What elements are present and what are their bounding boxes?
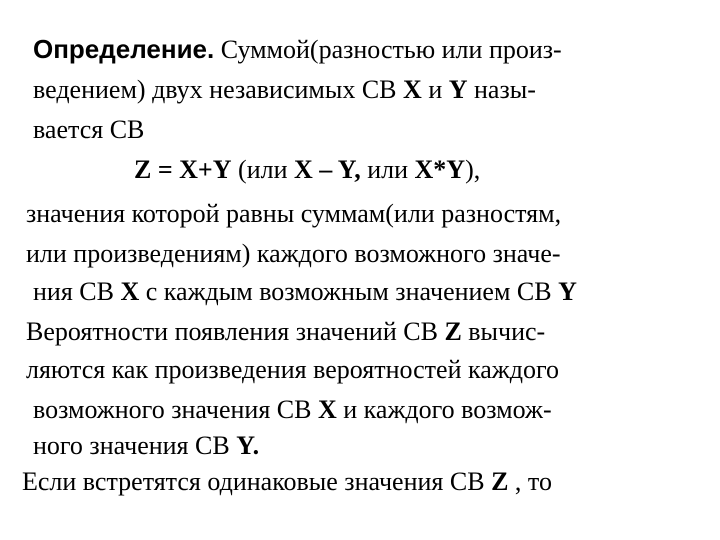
variable-y: Y xyxy=(448,75,468,104)
formula-difference: X – Y, xyxy=(294,155,361,184)
body-text: Вероятности появления значений СВ xyxy=(26,317,445,346)
definition-line-2 xyxy=(33,74,536,106)
body-text: вычис- xyxy=(461,317,546,346)
body-text: с каждым возможным значением СВ xyxy=(139,277,559,306)
variable-y: Y. xyxy=(236,431,260,460)
formula-product: X*Y xyxy=(414,155,466,184)
body-text: значения которой равны суммам(или разностям, xyxy=(26,199,562,228)
body-line-11 xyxy=(33,430,259,462)
formula-text: (или xyxy=(231,155,294,184)
definition-text: Суммой(разностью или произ- xyxy=(214,35,562,64)
body-line-9 xyxy=(26,354,559,386)
variable-y: Y xyxy=(558,277,577,306)
variable-x: X xyxy=(317,395,337,424)
definition-text: назы- xyxy=(467,75,536,104)
definition-text: ведением) двух независимых СВ xyxy=(33,75,404,104)
body-text: , то xyxy=(508,467,552,496)
body-line-12 xyxy=(22,466,552,498)
variable-z: Z xyxy=(491,467,509,496)
formula-text: или xyxy=(360,155,415,184)
body-line-8 xyxy=(26,316,545,348)
variable-x: X xyxy=(120,277,140,306)
body-text: возможного значения СВ xyxy=(33,395,318,424)
definition-text: вается СВ xyxy=(33,115,145,144)
body-line-6 xyxy=(26,238,561,270)
body-text: и каждого возмож- xyxy=(336,395,552,424)
body-line-10 xyxy=(33,394,552,426)
body-text: ляются как произведения вероятностей каждого xyxy=(26,355,559,384)
formula-text: ), xyxy=(465,155,481,184)
variable-x: X xyxy=(403,75,422,104)
definition-text: и xyxy=(421,75,449,104)
body-line-7 xyxy=(33,276,577,308)
definition-line-1 xyxy=(33,33,562,66)
variable-z: Z xyxy=(444,317,462,346)
body-line-5 xyxy=(26,198,561,230)
body-text: или произведениям) каждого возможного значе- xyxy=(26,239,561,268)
definition-term: Определение. xyxy=(33,34,215,64)
body-text: Если встретятся одинаковые значения СВ xyxy=(22,467,492,496)
body-text: ния СВ xyxy=(33,277,121,306)
body-text: ного значения СВ xyxy=(33,431,237,460)
formula-sum: Z = X+Y xyxy=(134,155,232,184)
definition-line-3 xyxy=(33,114,144,146)
formula-line xyxy=(134,154,480,186)
